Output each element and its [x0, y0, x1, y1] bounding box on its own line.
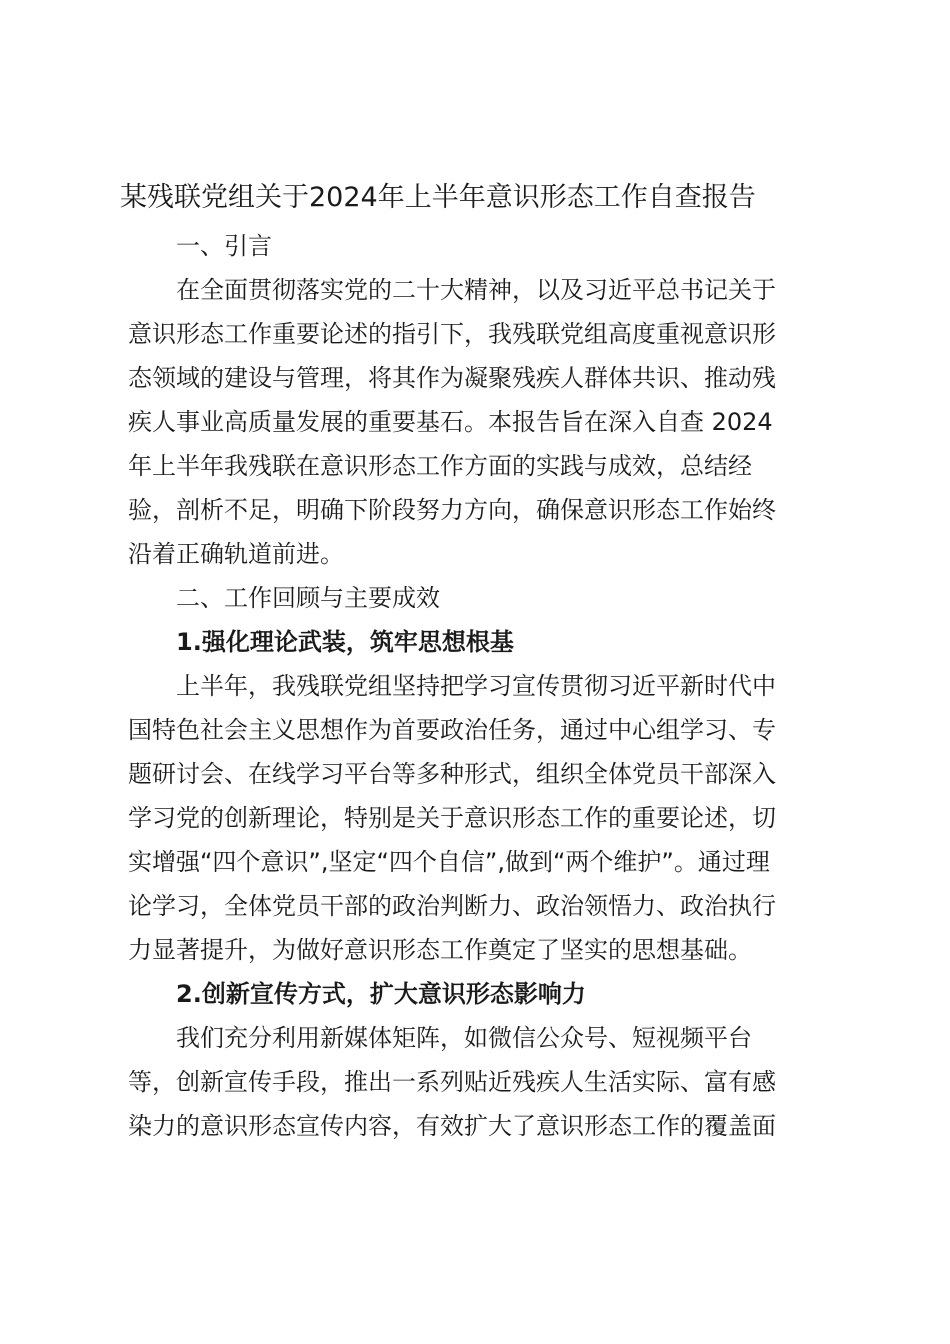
paragraph-line: 国特色社会主义思想作为首要政治任务，通过中心组学习、专 [128, 716, 776, 744]
paragraph-theory [128, 664, 822, 972]
paragraph-line: 沿着正确轨道前进。 [128, 540, 344, 568]
subsection-heading-theory: 1.强化理论武装，筑牢思想根基 [176, 628, 514, 656]
paragraph-line: 染力的意识形态宣传内容，有效扩大了意识形态工作的覆盖面 [128, 1112, 776, 1140]
paragraph-line: 学习党的创新理论，特别是关于意识形态工作的重要论述，切 [128, 804, 776, 832]
paragraph-line: 上半年，我残联党组坚持把学习宣传贯彻习近平新时代中 [176, 672, 776, 700]
paragraph-line: 等，创新宣传手段，推出一系列贴近残疾人生活实际、富有感 [128, 1068, 776, 1096]
paragraph-line: 题研讨会、在线学习平台等多种形式，组织全体党员干部深入 [128, 760, 776, 788]
paragraph-line: 年上半年我残联在意识形态工作方面的实践与成效，总结经 [128, 452, 752, 480]
paragraph-line: 在全面贯彻落实党的二十大精神，以及习近平总书记关于 [176, 276, 776, 304]
paragraph-line: 态领域的建设与管理，将其作为凝聚残疾人群体共识、推动残 [128, 364, 776, 392]
paragraph-introduction [128, 268, 822, 576]
document-body [120, 176, 822, 1148]
document-title: 某残联党组关于2024年上半年意识形态工作自查报告 [120, 182, 756, 213]
paragraph-publicity [128, 1016, 822, 1148]
paragraph-line: 力显著提升，为做好意识形态工作奠定了坚实的思想基础。 [128, 936, 752, 964]
paragraph-line: 疾人事业高质量发展的重要基石。本报告旨在深入自查 2024 [128, 408, 773, 436]
subsection-heading-publicity: 2.创新宣传方式，扩大意识形态影响力 [176, 980, 586, 1008]
paragraph-line: 验，剖析不足，明确下阶段努力方向，确保意识形态工作始终 [128, 496, 776, 524]
paragraph-line: 我们充分利用新媒体矩阵，如微信公众号、短视频平台 [176, 1024, 752, 1052]
section-heading-introduction: 一、引言 [176, 232, 272, 260]
paragraph-line: 论学习，全体党员干部的政治判断力、政治领悟力、政治执行 [128, 892, 776, 920]
paragraph-line: 意识形态工作重要论述的指引下，我残联党组高度重视意识形 [128, 320, 776, 348]
paragraph-line: 实增强“四个意识”,坚定“四个自信”,做到“两个维护”。通过理 [128, 848, 770, 876]
section-heading-review: 二、工作回顾与主要成效 [176, 584, 440, 612]
